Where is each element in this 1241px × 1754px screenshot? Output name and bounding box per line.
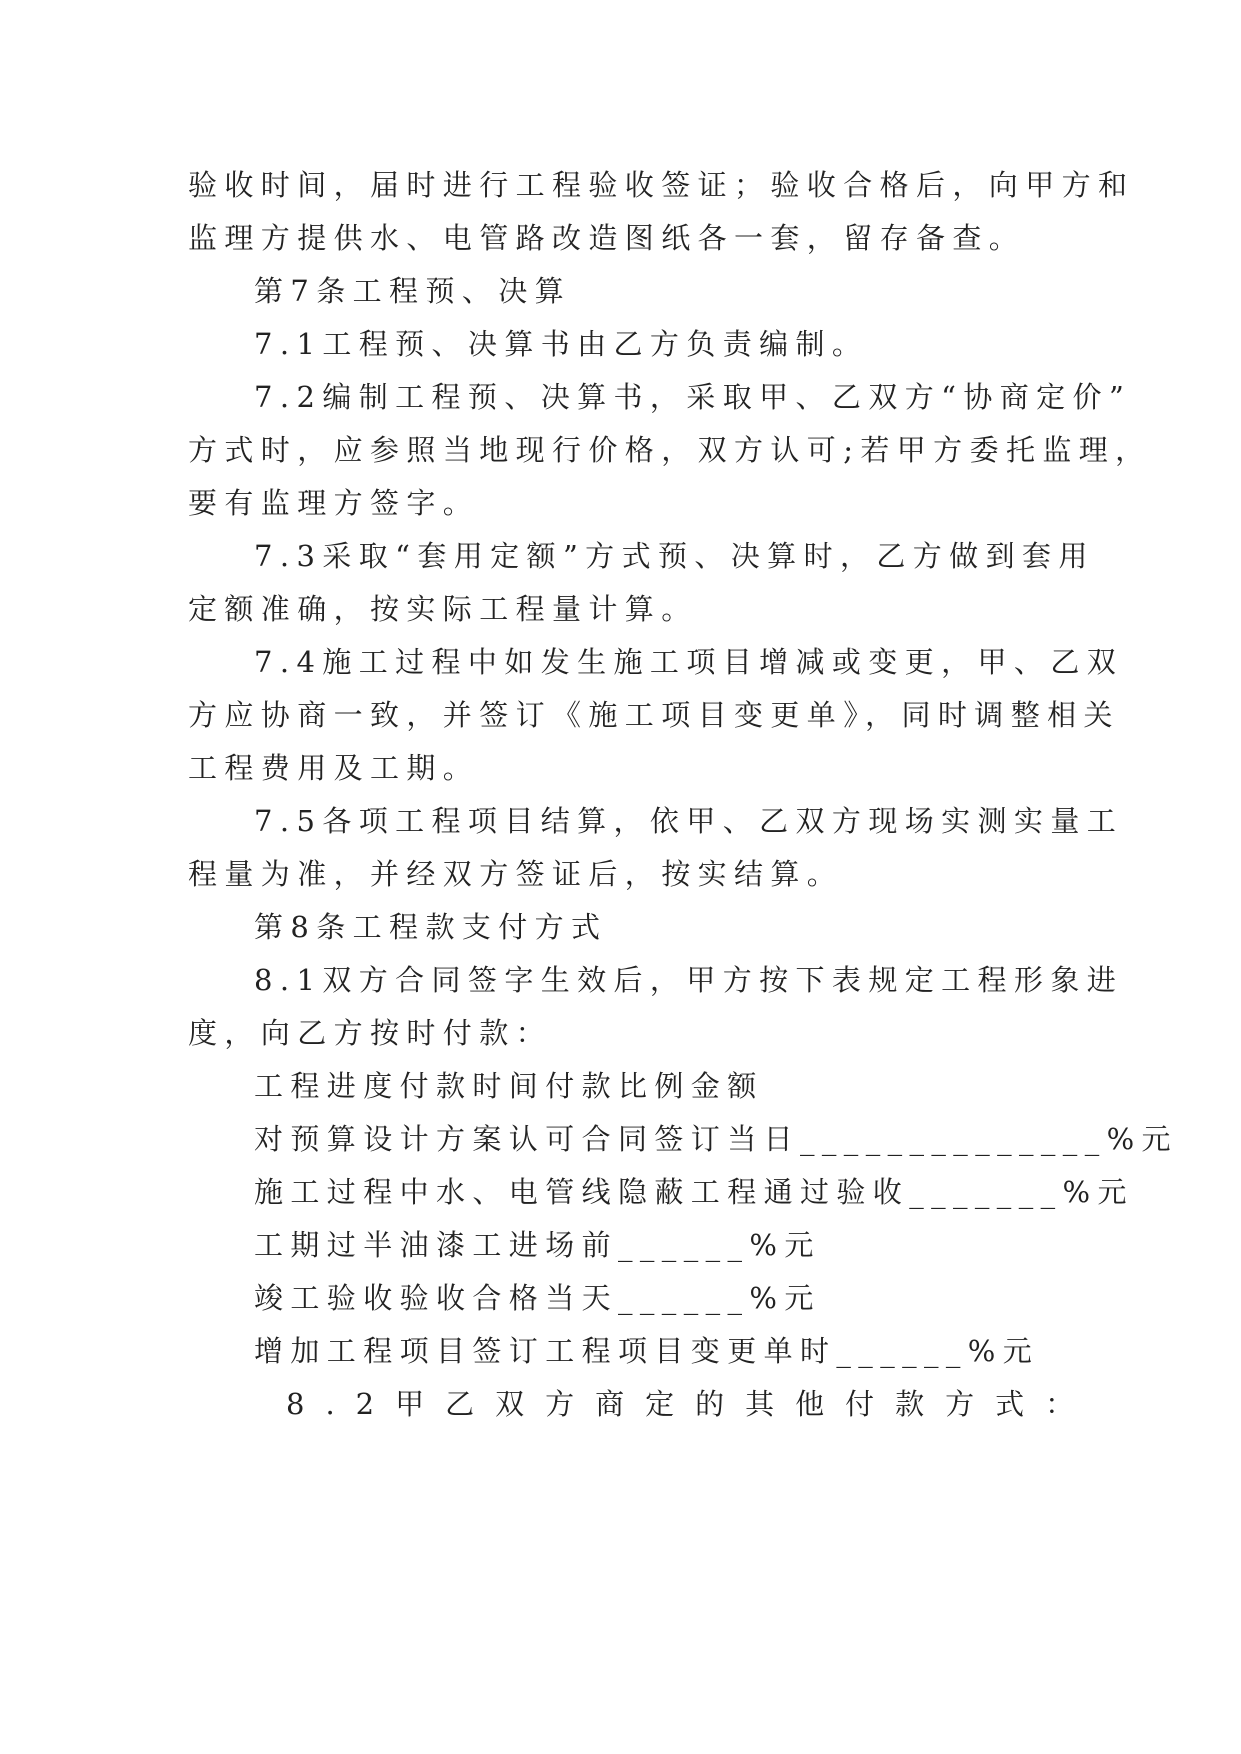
payment-row: 增加工程项目签订工程项目变更单时______%元 — [254, 1334, 1040, 1368]
paragraph-line: 监理方提供水、电管路改造图纸各一套，留存备查。 — [188, 221, 1026, 255]
section-heading-8: 第8条工程款支付方式 — [254, 910, 608, 944]
paragraph-line: 要有监理方签字。 — [188, 486, 480, 520]
clause-7-4: 7.4施工过程中如发生施工项目增减或变更，甲、乙双 — [254, 645, 1124, 679]
payment-row: 工期过半油漆工进场前______%元 — [254, 1228, 821, 1262]
payment-row: 竣工验收验收合格当天______%元 — [254, 1281, 821, 1315]
clause-7-5: 7.5各项工程项目结算，依甲、乙双方现场实测实量工 — [254, 804, 1124, 838]
payment-table-header: 工程进度付款时间付款比例金额 — [254, 1069, 764, 1103]
clause-7-3: 7.3采取“套用定额”方式预、决算时，乙方做到套用 — [254, 539, 1095, 573]
section-heading-7: 第7条工程预、决算 — [254, 274, 572, 308]
paragraph-line: 工程费用及工期。 — [188, 751, 480, 785]
payment-row: 对预算设计方案认可合同签订当日______________%元 — [254, 1122, 1178, 1156]
paragraph-line: 方式时，应参照当地现行价格，双方认可;若甲方委托监理， — [188, 433, 1152, 467]
paragraph-line: 度，向乙方按时付款： — [188, 1016, 553, 1050]
paragraph-line: 方应协商一致，并签订《施工项目变更单》，同时调整相关 — [188, 698, 1120, 732]
paragraph-line: 程量为准，并经双方签证后，按实结算。 — [188, 857, 844, 891]
paragraph-line: 定额准确，按实际工程量计算。 — [188, 592, 698, 626]
clause-8-2: 8.2甲乙双方商定的其他付款方式： — [286, 1387, 1096, 1421]
clause-7-1: 7.1工程预、决算书由乙方负责编制。 — [254, 327, 869, 361]
payment-row: 施工过程中水、电管线隐蔽工程通过验收_______%元 — [254, 1175, 1134, 1209]
clause-7-2: 7.2编制工程预、决算书，采取甲、乙双方“协商定价” — [254, 380, 1132, 414]
clause-8-1: 8.1双方合同签字生效后，甲方按下表规定工程形象进 — [254, 963, 1124, 997]
paragraph-line: 验收时间，届时进行工程验收签证；验收合格后，向甲方和 — [188, 168, 1135, 202]
